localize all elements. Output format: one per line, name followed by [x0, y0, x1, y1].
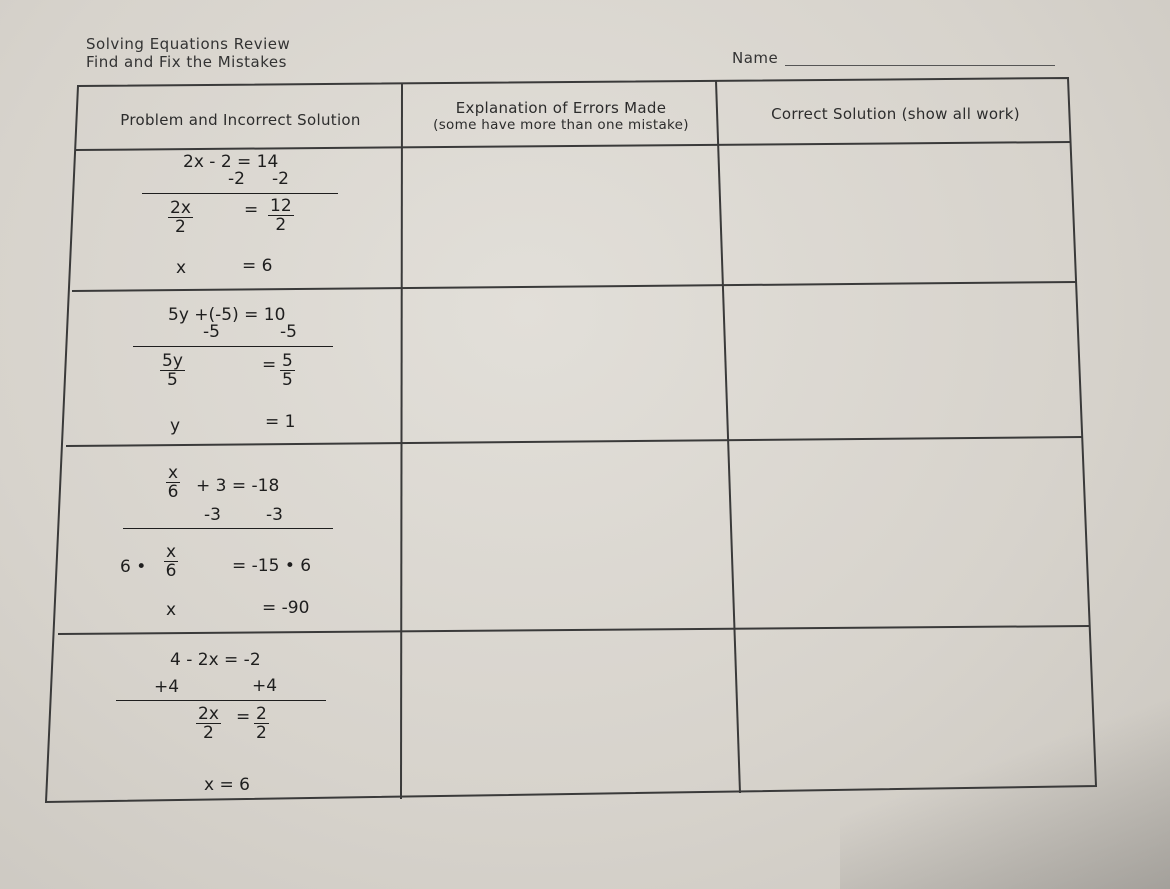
- p2-result-value: = 1: [265, 412, 296, 432]
- p3-mult-right: = -15 • 6: [232, 556, 312, 576]
- p2-step-left: -5: [203, 322, 220, 342]
- p1-div-left: $\frac{2x}{2}$: [170, 198, 191, 237]
- header-explanation-line2: (some have more than one mistake): [433, 117, 689, 133]
- correct-solution-cell-2[interactable]: [728, 288, 1072, 434]
- correct-solution-cell-3[interactable]: [732, 442, 1080, 622]
- p4-rule: [116, 700, 326, 701]
- worksheet-subtitle: Find and Fix the Mistakes: [86, 53, 287, 71]
- p2-div-right: $\frac{5}{5}$: [282, 351, 293, 390]
- p3-mult-left: 6 •: [120, 557, 147, 577]
- worksheet-title: Solving Equations Review: [86, 35, 291, 53]
- p2-rule: [133, 346, 333, 347]
- header-explanation-line1: Explanation of Errors Made: [455, 99, 667, 117]
- p3-result-value: = -90: [262, 598, 310, 618]
- p4-div-left: $\frac{2x}{2}$: [198, 704, 219, 743]
- header-explanation: [406, 100, 716, 134]
- p4-step-left: +4: [154, 677, 180, 697]
- p4-result: x = 6: [204, 775, 250, 795]
- explanation-cell-4[interactable]: [406, 636, 732, 796]
- p1-eq-sign: =: [244, 200, 259, 220]
- p2-eq-sign: =: [262, 355, 277, 375]
- p1-div-right: $\frac{12}{2}$: [270, 196, 292, 235]
- p3-step-left: -3: [204, 505, 221, 525]
- column-divider: [401, 84, 402, 799]
- correct-solution-cell-1[interactable]: [722, 148, 1066, 280]
- p3-step-right: -3: [266, 505, 283, 525]
- name-label: Name: [732, 49, 779, 67]
- p4-eq-sign: =: [236, 707, 251, 727]
- header-correct: Correct Solution (show all work): [771, 105, 1020, 123]
- explanation-cell-1[interactable]: [406, 152, 712, 284]
- p1-equation: 2x - 2 = 14: [183, 152, 279, 172]
- p2-result-var: y: [170, 416, 181, 436]
- p3-equation-frac: $\frac{x}{6}$: [167, 463, 179, 502]
- p1-result-var: x: [176, 258, 187, 278]
- p2-step-right: -5: [280, 322, 297, 342]
- p1-step-left: -2: [228, 169, 245, 189]
- p3-mult-frac: $\frac{x}{6}$: [165, 542, 177, 581]
- p4-equation: 4 - 2x = -2: [170, 650, 261, 670]
- p3-equation-rest: + 3 = -18: [196, 476, 280, 496]
- header-problem: Problem and Incorrect Solution: [120, 111, 361, 129]
- correct-solution-cell-4[interactable]: [742, 630, 1088, 788]
- p1-rule: [142, 193, 338, 194]
- p2-div-left: $\frac{5y}{5}$: [162, 351, 183, 390]
- p2-equation: 5y +(-5) = 10: [168, 305, 286, 325]
- p4-div-right: $\frac{2}{2}$: [256, 704, 267, 743]
- p1-step-right: -2: [272, 169, 289, 189]
- p3-rule: [123, 528, 333, 529]
- p1-result-value: = 6: [242, 256, 273, 276]
- explanation-cell-3[interactable]: [406, 448, 722, 628]
- explanation-cell-2[interactable]: [406, 294, 716, 440]
- p3-result-var: x: [166, 600, 177, 620]
- p4-step-right: +4: [252, 676, 278, 696]
